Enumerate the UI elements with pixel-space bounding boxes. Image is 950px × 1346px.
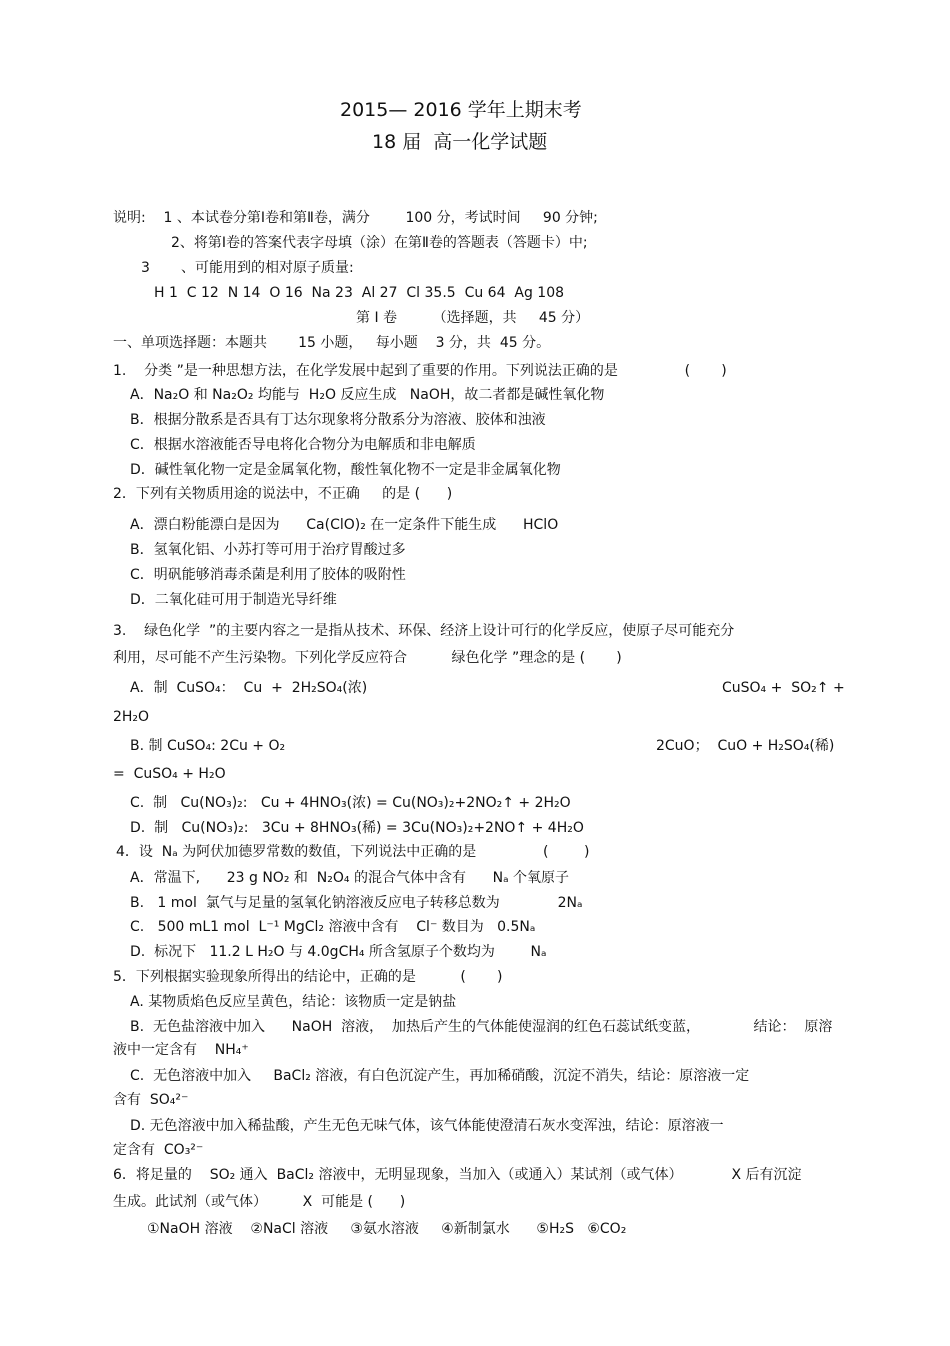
q3-option-a-cont: 2H₂O [113, 709, 150, 725]
q3-stem-line2: 利用，尽可能不产生污染物。下列化学反应符合 绿色化学 ”理念的是 ( ) [113, 650, 622, 666]
q6-choices: ①NaOH 溶液 ②NaCl 溶液 ③氨水溶液 ④新制氯水 ⑤H₂S ⑥CO₂ [147, 1221, 627, 1237]
q6-stem-line1: 6．将足量的 SO₂ 通入 BaCl₂ 溶液中，无明显现象，当加入（或通入）某试剂（或气体） X 后有沉淀 [113, 1167, 802, 1183]
q5-stem: 5．下列根据实验现象所得出的结论中，正确的是 ( ) [113, 969, 503, 985]
q5-option-c-line1: C. 无色溶液中加入 BaCl₂ 溶液，有白色沉淀产生，再加稀硝酸，沉淀不消失，结论：原溶液一定 [130, 1068, 750, 1084]
part-heading: 一、单项选择题：本题共 15 小题， 每小题 3 分，共 45 分。 [113, 335, 551, 351]
q1-option-c: C．根据水溶液能否导电将化合物分为电解质和非电解质 [130, 437, 476, 453]
q1-stem: 1. 分类 ”是一种思想方法，在化学发展中起到了重要的作用。下列说法正确的是 ( ) [113, 363, 727, 379]
q5-option-b-line2: 液中一定含有 NH₄⁺ [113, 1042, 249, 1058]
q4-option-b: B. 1 mol 氯气与足量的氢氧化钠溶液反应电子转移总数为 2Nₐ [130, 895, 583, 911]
instructions-line3: 3 、可能用到的相对原子质量: [141, 260, 354, 276]
q4-option-c: C. 500 mL1 mol L⁻¹ MgCl₂ 溶液中含有 Cl⁻ 数目为 0.5Nₐ [130, 919, 536, 935]
q2-option-b: B．氢氧化铝、小苏打等可用于治疗胃酸过多 [130, 542, 406, 558]
q3-option-b-products: 2CuO； CuO + H₂SO₄(稀) [656, 738, 835, 754]
q2-option-a: A．漂白粉能漂白是因为 Ca(ClO)₂ 在一定条件下能生成 HClO [130, 517, 559, 533]
instructions-line2: 2、将第Ⅰ卷的答案代表字母填（涂）在第Ⅱ卷的答题表（答题卡）中; [171, 235, 588, 251]
volume-heading: 第 Ⅰ 卷 （选择题，共 45 分） [356, 310, 590, 326]
q5-option-d-line1: D. 无色溶液中加入稀盐酸，产生无色无味气体，该气体能使澄清石灰水变浑浊，结论：原溶液一 [130, 1118, 724, 1134]
q3-option-c: C. 制 Cu(NO₃)₂: Cu + 4HNO₃(浓) = Cu(NO₃)₂+2NO₂↑ + 2H₂O [130, 795, 571, 811]
q4-option-d: D. 标况下 11.2 L H₂O 与 4.0gCH₄ 所含氢原子个数均为 Nₐ [130, 944, 547, 960]
q3-option-b: B. 制 CuSO₄: 2Cu + O₂ [130, 738, 286, 754]
q4-stem: 4．设 Nₐ 为阿伏加德罗常数的数值，下列说法中正确的是 ( ) [116, 844, 590, 860]
atomic-masses: H 1 C 12 N 14 O 16 Na 23 Al 27 Cl 35.5 Cu 64 Ag 108 [154, 285, 565, 301]
q1-option-b: B．根据分散系是否具有丁达尔现象将分散系分为溶液、胶体和浊液 [130, 412, 546, 428]
exam-title-line1: 2015— 2016 学年上期末考 [340, 99, 582, 121]
q2-option-c: C．明矾能够消毒杀菌是利用了胶体的吸附性 [130, 567, 406, 583]
q1-option-a: A．Na₂O 和 Na₂O₂ 均能与 H₂O 反应生成 NaOH，故二者都是碱性氧化物 [130, 387, 605, 403]
exam-title-line2: 18 届 高一化学试题 [372, 131, 548, 153]
q3-option-a: A．制 CuSO₄： Cu + 2H₂SO₄(浓) [130, 680, 368, 696]
q1-option-d: D．碱性氧化物一定是金属氧化物，酸性氧化物不一定是非金属氧化物 [130, 462, 561, 478]
q2-stem: 2．下列有关物质用途的说法中，不正确 的是 ( ) [113, 486, 453, 502]
q3-option-d: D. 制 Cu(NO₃)₂: 3Cu + 8HNO₃(稀) = 3Cu(NO₃)₂+2NO↑ + 4H₂O [130, 820, 584, 836]
q3-stem-line1: 3. 绿色化学 ”的主要内容之一是指从技术、环保、经济上设计可行的化学反应，使原子尽可能充分 [113, 623, 735, 639]
q5-option-d-line2: 定含有 CO₃²⁻ [113, 1142, 204, 1158]
q5-option-c-line2: 含有 SO₄²⁻ [113, 1092, 189, 1108]
q3-option-b-cont: = CuSO₄ + H₂O [113, 766, 226, 782]
q6-stem-line2: 生成。此试剂（或气体） X 可能是 ( ) [113, 1194, 406, 1210]
q2-option-d: D．二氧化硅可用于制造光导纤维 [130, 592, 337, 608]
instructions-line1: 说明: 1 、本试卷分第Ⅰ卷和第Ⅱ卷，满分 100 分，考试时间 90 分钟; [113, 210, 598, 226]
q3-option-a-products: CuSO₄ + SO₂↑ + [722, 680, 845, 696]
q5-option-a: A. 某物质焰色反应呈黄色，结论：该物质一定是钠盐 [130, 994, 457, 1010]
q4-option-a: A．常温下, 23 g NO₂ 和 N₂O₄ 的混合气体中含有 Nₐ 个氧原子 [130, 870, 570, 886]
q5-option-b-line1: B. 无色盐溶液中加入 NaOH 溶液， 加热后产生的气体能使湿润的红色石蕊试纸变蓝， 结论： 原溶 [130, 1019, 833, 1035]
